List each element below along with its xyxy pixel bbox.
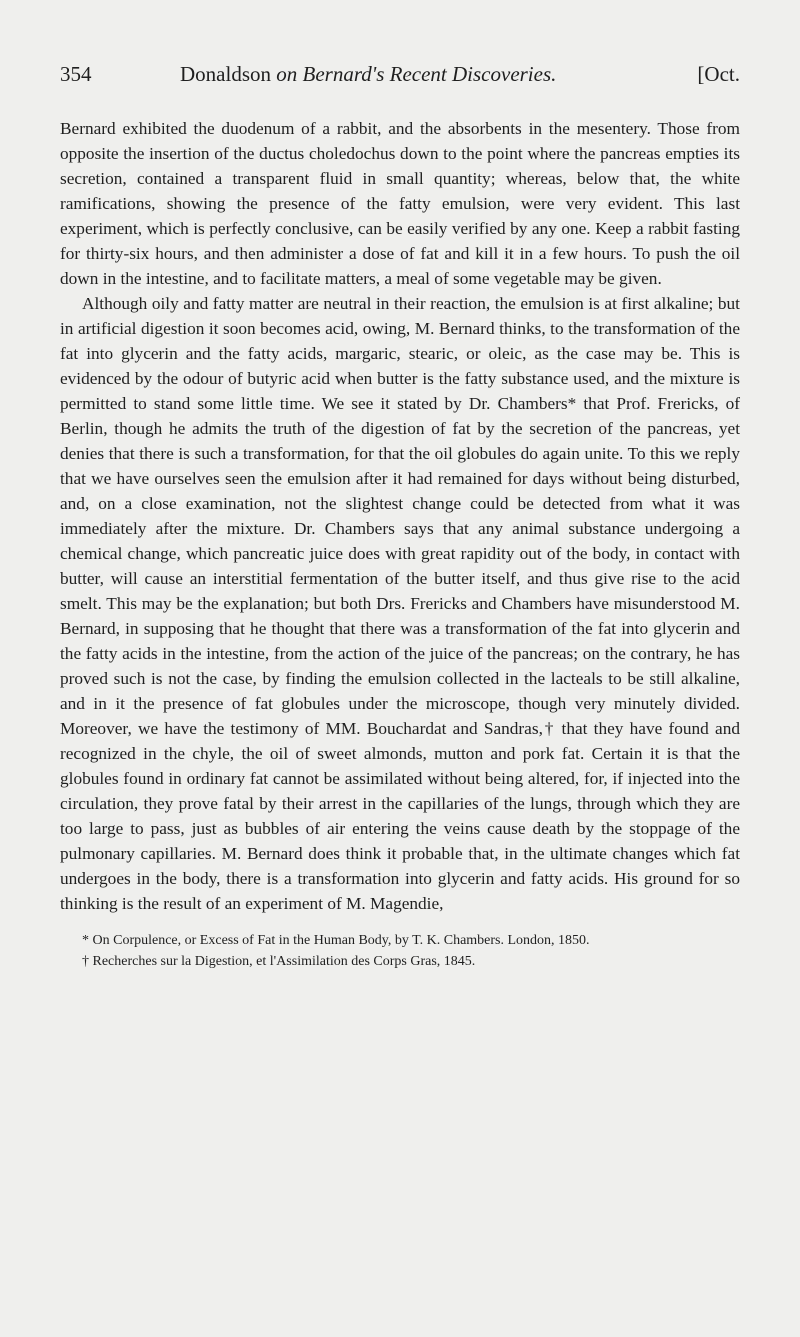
- page-number: 354: [60, 62, 92, 86]
- footnote-1: * On Corpulence, or Excess of Fat in the Human Body, by T. K. Chambers. London, 1850.: [82, 933, 590, 948]
- paragraph-2: Although oily and fatty matter are neutral in their reaction, the emulsion is at first alkaline; but in artificial digestion it soon becomes acid, owing, M. Bernard thinks, to the transformation of the fat into glycerin and the fatty acids, margaric, stearic, or oleic, as the case may be. This is evidenced by the odour of butyric acid when butter is the fatty substance used, and the mixture is permitted to stand some little time. We see it stated by Dr. Chambers* that Prof. Frericks, of Berlin, though he admits the truth of the digestion of fat by the secretion of the pancreas, yet denies that there is such a transformation, for that the oil globules do again unite. To this we reply that we have ourselves seen the emulsion after it had remained for days without being disturbed, and, on a close examination, not the slightest change could be detected from what it was immediately after the mixture. Dr. Chambers says that any animal substance undergoing a chemical change, which pancreatic juice does with great rapidity out of the body, in contact with butter, will cause an interstitial fermentation of the butter itself, and thus give rise to the acid smelt. This may be the explanation; but both Drs. Frericks and Chambers have misunderstood M. Bernard, in supposing that he thought that there was a transformation of the fat into glycerin and the fatty acids in the intestine, from the action of the juice of the pancreas; on the contrary, he has proved such is not the case, by finding the emulsion collected in the lacteals to be still alkaline, and in it the presence of fat globules under the microscope, though very minutely divided. Moreover, we have the testimony of MM. Bouchardat and Sandras,† that they have found and recognized in the chyle, the oil of sweet almonds, mutton and pork fat. Certain it is that the globules found in ordinary fat cannot be assimilated without being altered, for, if injected into the circulation, they prove fatal by their arrest in the capillaries of the lungs, through which they are too large to pass, just as bubbles of air entering the veins cause death by the stoppage of the pulmonary capillaries. M. Bernard does think it probable that, in the ultimate changes which fat undergoes in the body, there is a transformation into glycerin and fatty acids. His ground for so thinking is the result of an experiment of M. Magendie,: [60, 294, 740, 913]
- footnotes: [60, 930, 740, 972]
- body-text: [60, 116, 740, 916]
- running-date: [Oct.: [697, 62, 740, 86]
- running-head: [60, 62, 740, 96]
- running-title-on: on: [276, 62, 298, 86]
- running-title: [180, 62, 556, 87]
- footnote-2: † Recherches sur la Digestion, et l'Assimilation des Corps Gras, 1845.: [82, 954, 476, 969]
- paragraph-1: Bernard exhibited the duodenum of a rabbit, and the absorbents in the mesentery. Those from opposite the insertion of the ductus choledochus down to the point where the pancreas empties its secretion, contained a transparent fluid in small quantity; whereas, below that, the white ramifications, showing the presence of the fatty emulsion, were very evident. This last experiment, which is perfectly conclusive, can be easily verified by any one. Keep a rabbit fasting for thirty-six hours, and then administer a dose of fat and kill it in a few hours. To push the oil down in the intestine, and to facilitate matters, a meal of some vegetable may be given.: [60, 119, 740, 288]
- running-title-author: Donaldson: [180, 62, 271, 86]
- running-title-rest: Bernard's Recent Discoveries.: [302, 62, 557, 86]
